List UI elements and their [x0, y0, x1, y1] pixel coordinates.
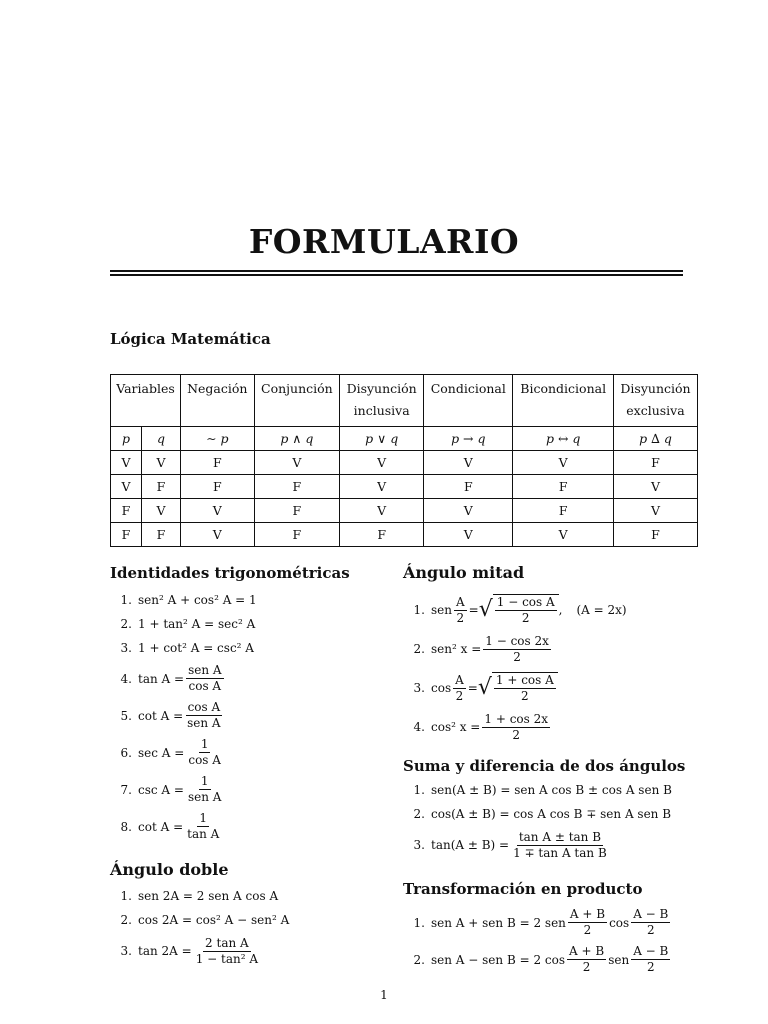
formula: cos(A ± B) = cos A cos B ∓ sen A sen B — [431, 807, 672, 821]
list-item — [110, 734, 257, 771]
table-cell: V — [340, 451, 424, 475]
numerator: 2 tan A — [205, 935, 249, 950]
list-item — [403, 826, 672, 864]
table-cell: F — [613, 451, 697, 475]
denominator: 2 — [512, 727, 521, 742]
trig-heading: Identidades trigonométricas — [110, 564, 350, 582]
table-row — [111, 451, 698, 475]
fraction — [185, 700, 222, 731]
formula-mid: sen — [608, 952, 630, 967]
symbol-cell: p ↔ q — [513, 427, 614, 451]
fraction — [185, 811, 221, 842]
table-cell: V — [111, 451, 142, 475]
product-heading: Transformación en producto — [403, 880, 643, 898]
denominator: 2 — [646, 960, 655, 974]
logic-heading: Lógica Matemática — [110, 330, 271, 348]
header-negacion: Negación — [181, 375, 255, 427]
denominator: 2 — [582, 960, 591, 974]
item-number: 3. — [120, 944, 132, 958]
truth-table-header-row — [111, 375, 698, 427]
list-item — [110, 771, 257, 808]
formula: sen 2A = 2 sen A cos A — [138, 889, 279, 903]
fraction — [568, 907, 607, 938]
table-cell: V — [142, 451, 181, 475]
item-number: 1. — [413, 603, 425, 617]
list-item — [403, 904, 672, 941]
formula: sen(A ± B) = sen A cos B ± cos A sen B — [431, 783, 672, 797]
denominator: 2 — [455, 688, 464, 703]
fraction — [495, 595, 557, 626]
table-cell: F — [142, 523, 181, 547]
list-item — [110, 636, 257, 660]
denominator: sen A — [187, 790, 222, 804]
radical-icon: √ — [477, 675, 492, 700]
formula-lhs: cos — [431, 681, 452, 695]
fraction — [454, 595, 467, 626]
page-number: 1 — [380, 988, 388, 1002]
item-number: 8. — [120, 819, 132, 834]
radicand — [492, 672, 558, 704]
denominator: 2 — [456, 610, 465, 625]
formula-lhs: cos² x = — [431, 720, 481, 734]
double-list — [110, 884, 289, 970]
fraction — [186, 774, 223, 805]
item-number: 5. — [120, 708, 132, 723]
item-number: 1. — [413, 783, 425, 797]
table-row — [111, 499, 698, 523]
double-heading: Ángulo doble — [110, 860, 229, 879]
formula: 1 + cot² A = csc² A — [138, 641, 254, 655]
numerator: 1 + cos A — [495, 673, 554, 687]
list-item — [110, 932, 289, 970]
sqrt — [479, 594, 559, 626]
symbol-cell: p ∧ q — [254, 427, 340, 451]
numerator: 1 — [200, 737, 209, 751]
radicand — [493, 594, 559, 626]
fraction — [511, 830, 609, 861]
list-item — [403, 941, 672, 978]
item-number: 1. — [120, 593, 132, 607]
table-cell: F — [111, 499, 142, 523]
sum-heading: Suma y diferencia de dos ángulos — [403, 757, 686, 775]
formula: cos 2A = cos² A − sen² A — [138, 913, 290, 927]
fraction — [483, 634, 551, 665]
table-cell: V — [181, 499, 255, 523]
denominator: cos A — [188, 753, 221, 767]
numerator: A − B — [633, 907, 669, 921]
formula-lhs: cot A = — [138, 819, 184, 834]
table-cell: F — [340, 523, 424, 547]
denominator: sen A — [187, 716, 221, 730]
denominator: tan A — [187, 827, 220, 841]
symbol-cell: p — [111, 427, 142, 451]
item-number: 2. — [120, 617, 132, 631]
formula-note: (A = 2x) — [576, 603, 627, 617]
denominator: 2 — [513, 649, 521, 664]
comma: , — [558, 603, 563, 617]
header-condicional: Condicional — [424, 375, 513, 427]
symbol-cell: p ∆ q — [613, 427, 697, 451]
fraction — [453, 673, 466, 704]
sum-list — [403, 778, 672, 864]
table-cell: V — [340, 475, 424, 499]
fraction — [631, 944, 670, 975]
fraction — [494, 673, 556, 704]
header-conjuncion: Conjunción — [254, 375, 340, 427]
numerator: A — [456, 594, 465, 609]
numerator: 1 + cos 2x — [484, 711, 549, 726]
table-cell: V — [111, 475, 142, 499]
numerator: A − B — [633, 944, 669, 958]
denominator: cos A — [188, 679, 222, 693]
list-item — [110, 697, 257, 734]
denominator: 2 — [521, 611, 530, 625]
numerator: cos A — [187, 700, 221, 714]
table-cell: F — [254, 499, 340, 523]
item-number: 2. — [413, 952, 425, 967]
formula-lhs: tan 2A = — [138, 944, 192, 958]
list-item — [110, 808, 257, 845]
item-number: 4. — [413, 720, 425, 734]
list-item — [403, 590, 627, 630]
item-number: 2. — [120, 913, 132, 927]
list-item — [403, 802, 672, 826]
table-cell: F — [513, 475, 614, 499]
table-cell: F — [254, 523, 340, 547]
item-number: 1. — [413, 915, 425, 930]
formula-lhs: cot A = — [138, 708, 184, 723]
symbol-cell: q — [142, 427, 181, 451]
header-line: inclusiva — [353, 403, 410, 418]
formula-lhs: sen — [431, 603, 452, 617]
table-cell: V — [513, 523, 614, 547]
item-number: 1. — [120, 889, 132, 903]
symbol-cell: ∼ p — [181, 427, 255, 451]
header-line: Disyunción — [620, 381, 691, 396]
equals-sign: = — [468, 603, 479, 617]
table-cell: F — [254, 475, 340, 499]
table-row — [111, 523, 698, 547]
item-number: 2. — [413, 642, 425, 656]
numerator: A + B — [569, 907, 606, 921]
table-cell: V — [181, 523, 255, 547]
fraction — [482, 712, 550, 743]
table-cell: F — [111, 523, 142, 547]
header-disyuncion-exclusiva — [613, 375, 697, 427]
item-number: 3. — [413, 838, 425, 852]
formula-lhs: sen A − sen B = 2 cos — [431, 952, 566, 967]
numerator: 1 — [200, 774, 209, 788]
fraction — [186, 663, 223, 694]
item-number: 2. — [413, 807, 425, 821]
table-cell: V — [424, 451, 513, 475]
fraction — [194, 936, 260, 967]
numerator: sen A — [188, 663, 222, 677]
list-item — [110, 612, 257, 636]
formula-mid: cos — [609, 915, 630, 930]
table-cell: V — [613, 499, 697, 523]
header-line: exclusiva — [626, 403, 685, 418]
table-cell: F — [142, 475, 181, 499]
product-list — [403, 904, 672, 978]
truth-table — [110, 374, 698, 547]
table-cell: V — [340, 499, 424, 523]
item-number: 3. — [120, 641, 132, 655]
table-cell: F — [613, 523, 697, 547]
formula-lhs: sec A = — [138, 745, 185, 760]
denominator: 2 — [521, 689, 529, 703]
half-heading: Ángulo mitad — [403, 563, 525, 582]
page-title: FORMULARIO — [248, 222, 520, 261]
item-number: 6. — [120, 745, 132, 760]
list-item — [403, 630, 627, 668]
table-cell: F — [424, 475, 513, 499]
header-line: Disyunción — [346, 381, 417, 396]
list-item — [110, 908, 289, 932]
table-cell: F — [181, 475, 255, 499]
list-item — [110, 660, 257, 697]
fraction — [631, 907, 670, 938]
formula-lhs: tan(A ± B) = — [431, 838, 510, 852]
table-cell: V — [424, 499, 513, 523]
radical-icon: √ — [478, 597, 493, 622]
formula-lhs: sen² x = — [431, 642, 482, 656]
symbol-cell: p ∨ q — [340, 427, 424, 451]
fraction — [567, 944, 606, 975]
header-bicondicional: Bicondicional — [513, 375, 614, 427]
title-rule-top — [110, 270, 683, 272]
truth-table-symbol-row — [111, 427, 698, 451]
denominator: 1 ∓ tan A tan B — [513, 845, 607, 860]
table-cell: V — [254, 451, 340, 475]
list-item — [403, 708, 627, 746]
formula: 1 + tan² A = sec² A — [138, 617, 256, 631]
numerator: 1 — [199, 811, 208, 825]
denominator: 1 − tan² A — [195, 951, 259, 966]
table-cell: F — [513, 499, 614, 523]
list-item — [403, 778, 672, 802]
equals-sign: = — [467, 681, 478, 695]
list-item — [110, 884, 289, 908]
table-cell: V — [142, 499, 181, 523]
numerator: 1 − cos 2x — [485, 633, 549, 648]
header-variables: Variables — [111, 375, 181, 427]
numerator: tan A ± tan B — [518, 829, 602, 844]
denominator: 2 — [583, 923, 592, 937]
formula: sen² A + cos² A = 1 — [138, 593, 257, 607]
list-item — [403, 668, 627, 708]
table-cell: F — [181, 451, 255, 475]
formula-lhs: sen A + sen B = 2 sen — [431, 915, 566, 930]
formula-lhs: tan A = — [138, 671, 185, 686]
fraction — [186, 737, 223, 768]
table-cell: V — [513, 451, 614, 475]
denominator: 2 — [646, 923, 655, 937]
numerator: 1 − cos A — [496, 595, 555, 609]
item-number: 7. — [120, 782, 132, 797]
table-row — [111, 475, 698, 499]
title-rule-bottom — [110, 274, 683, 276]
formula-lhs: csc A = — [138, 782, 184, 797]
numerator: A + B — [569, 944, 605, 958]
numerator: A — [455, 672, 464, 687]
header-disyuncion-inclusiva — [340, 375, 424, 427]
trig-list — [110, 588, 257, 845]
item-number: 3. — [413, 681, 425, 695]
symbol-cell: p → q — [424, 427, 513, 451]
list-item — [110, 588, 257, 612]
half-list — [403, 590, 627, 746]
table-cell: V — [424, 523, 513, 547]
item-number: 4. — [120, 671, 132, 686]
table-cell: V — [613, 475, 697, 499]
sqrt — [478, 672, 558, 704]
